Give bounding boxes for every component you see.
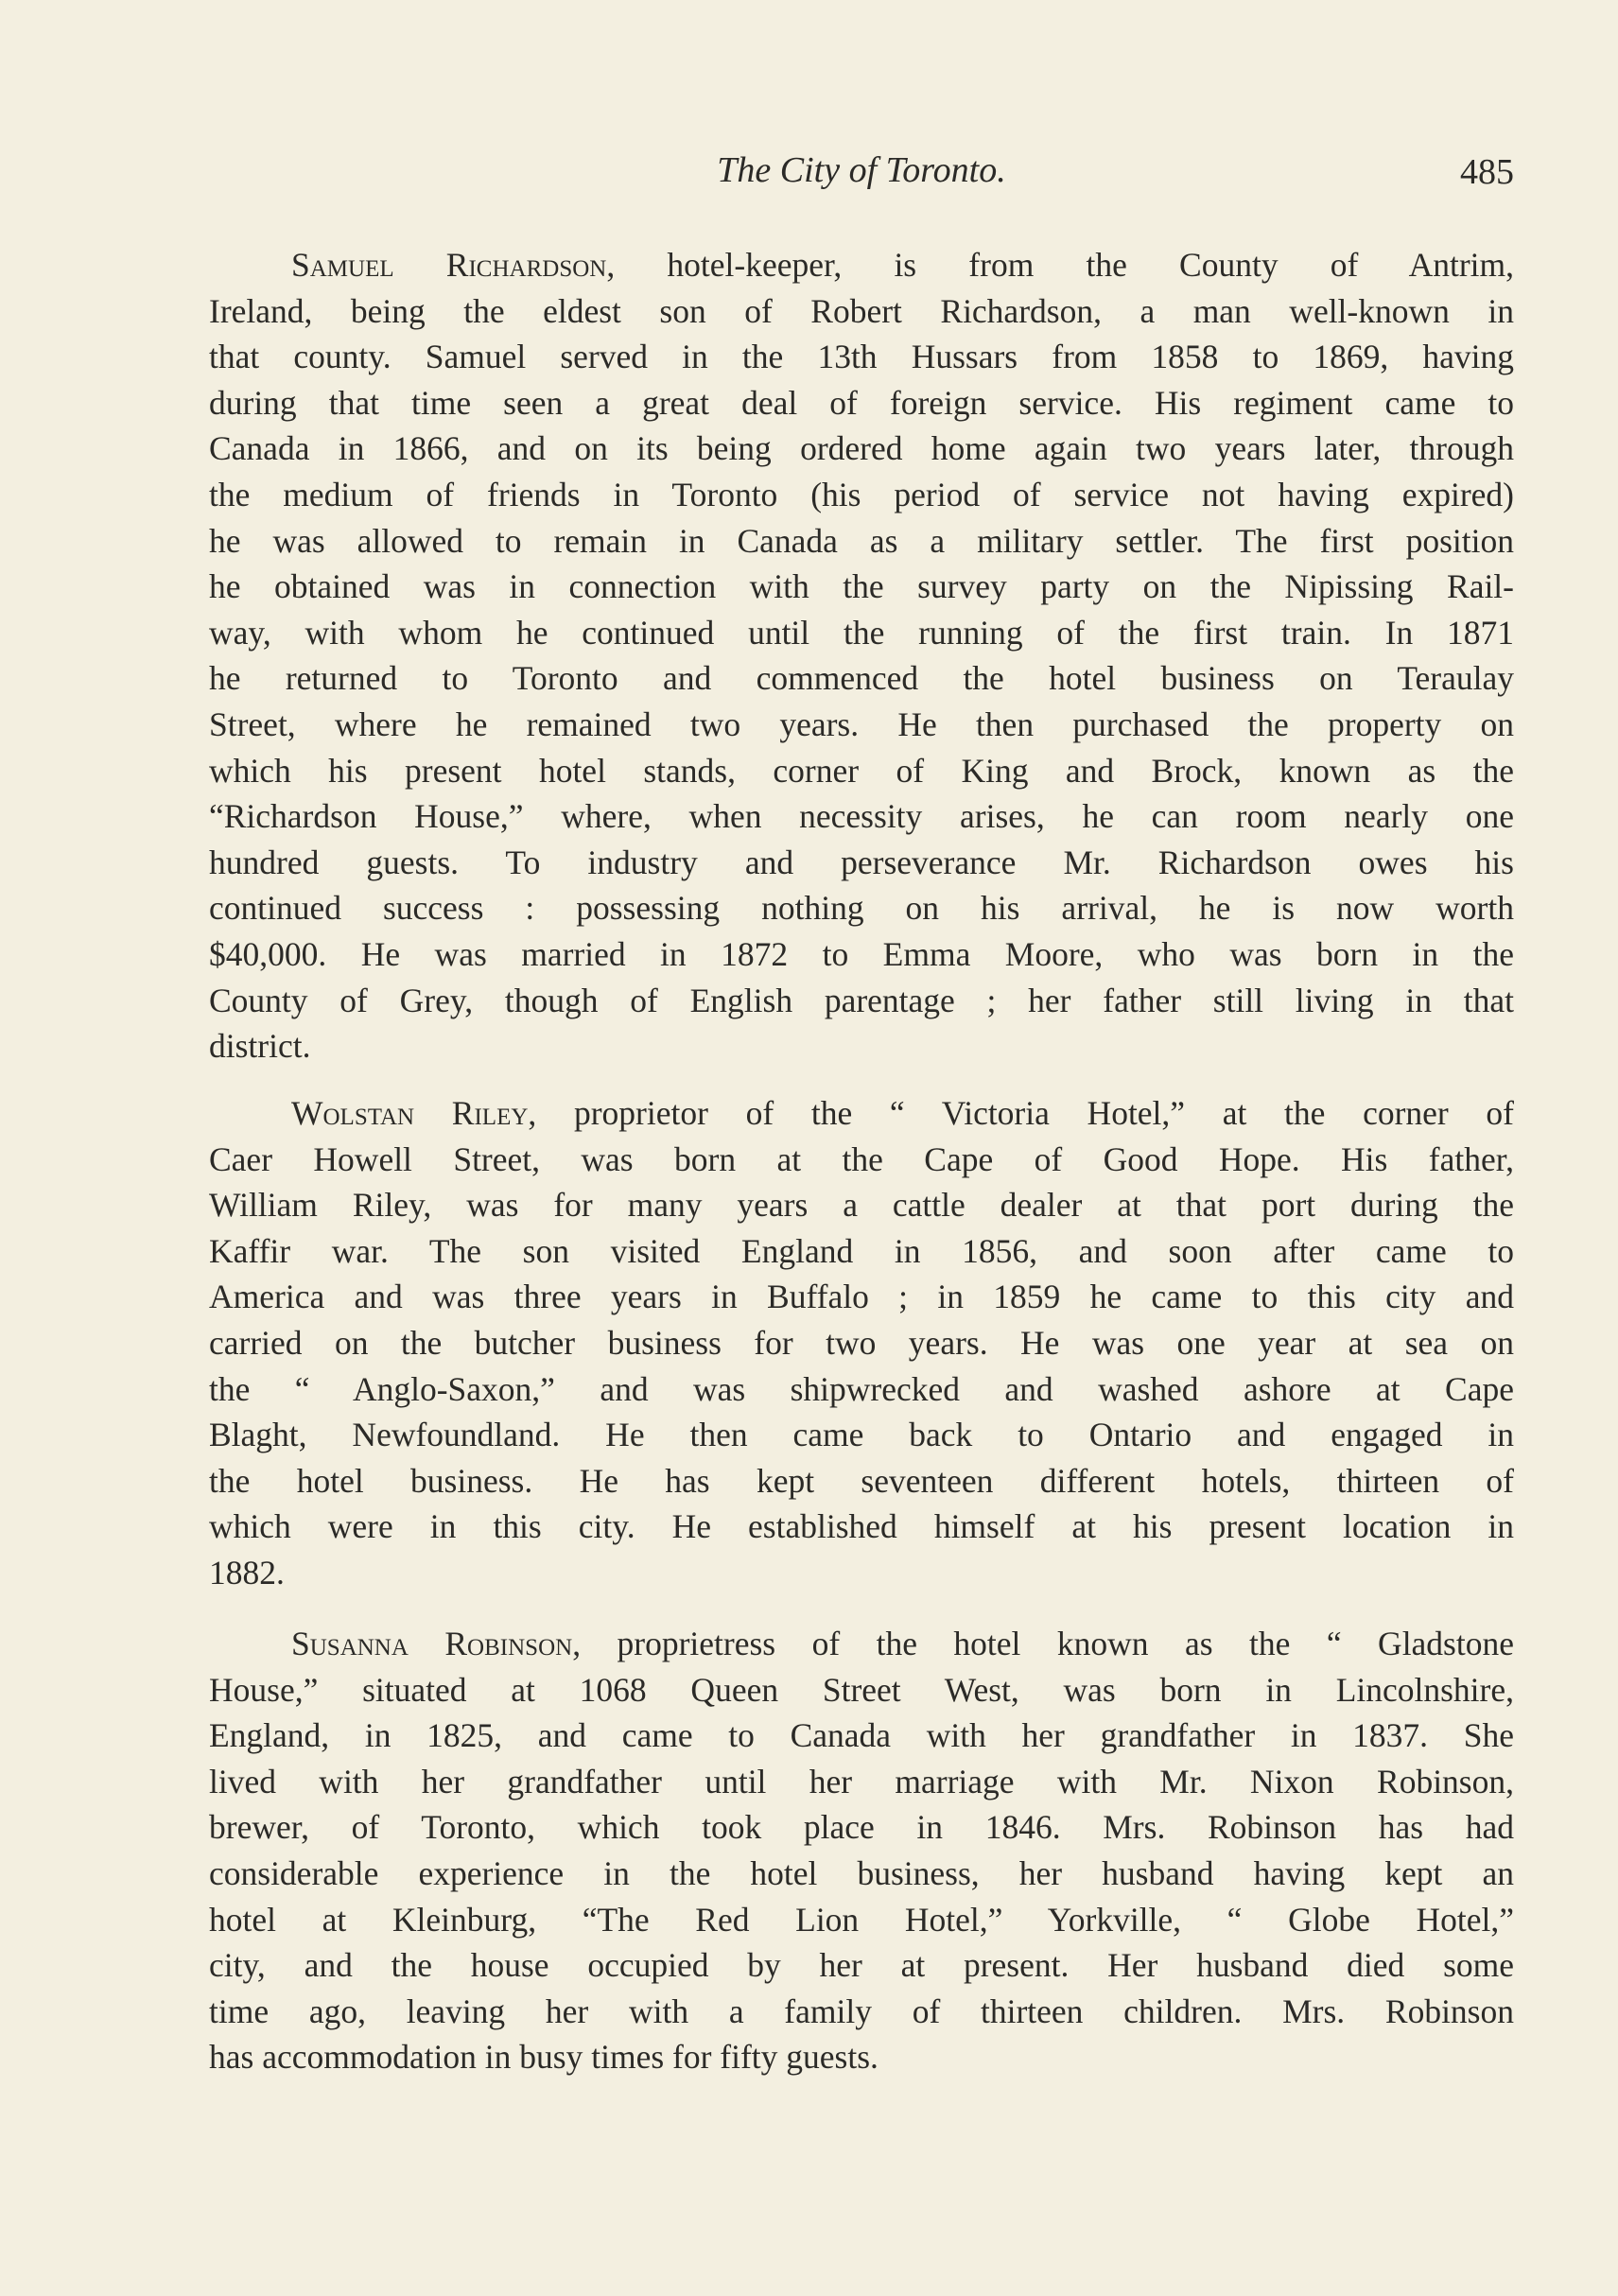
text-line	[209, 1804, 1514, 1851]
line-text: America and was three years in Buffalo ; in 1859 he came to this city and	[209, 1278, 1514, 1316]
text-line	[209, 1182, 1514, 1228]
text-line	[209, 1320, 1514, 1366]
text-line	[209, 1897, 1514, 1943]
line-text: , proprietor of the “ Victoria Hotel,” at the corner of	[528, 1094, 1515, 1132]
line-text: has accommodation in busy times for fifty guests.	[209, 2038, 879, 2077]
line-text: time ago, leaving her with a family of thirteen children. Mrs. Robinson	[209, 1992, 1514, 2030]
line-text: the “ Anglo-Saxon,” and was shipwrecked and washed ashore at Cape	[209, 1369, 1514, 1408]
line-text: Caer Howell Street, was born at the Cape of Good Hope. His father,	[209, 1139, 1514, 1178]
line-text: lived with her grandfather until her marriage with Mr. Nixon Robinson,	[209, 1762, 1514, 1800]
text-line	[209, 1759, 1514, 1805]
text-line	[209, 1621, 1514, 1667]
line-text: that county. Samuel served in the 13th Hussars from 1858 to 1869, having	[209, 338, 1514, 376]
text-line	[209, 885, 1514, 931]
text-line	[209, 610, 1514, 656]
line-text: he was allowed to remain in Canada as a military settler. The first position	[209, 521, 1514, 560]
line-text: hotel at Kleinburg, “The Red Lion Hotel,” Yorkville, “ Globe Hotel,”	[209, 1900, 1514, 1939]
text-line	[209, 655, 1514, 702]
line-text: “Richardson House,” where, when necessity arises, he can room nearly one	[209, 797, 1514, 836]
paragraph-wolstan-riley	[209, 1090, 1514, 1596]
line-text: House,” situated at 1068 Queen Street West, was born in Lincolnshire,	[209, 1670, 1514, 1709]
line-text: hundred guests. To industry and perseverance Mr. Richardson owes his	[209, 843, 1514, 881]
line-text: 1882.	[209, 1553, 285, 1592]
running-header	[209, 142, 1514, 199]
line-text: continued success : possessing nothing on his arrival, he is now worth	[209, 889, 1514, 928]
line-text: , proprietress of the hotel known as the “ Gladstone	[572, 1625, 1514, 1662]
text-line	[209, 1090, 1514, 1137]
subject-name: Susanna Robinson	[291, 1625, 573, 1662]
text-line	[209, 426, 1514, 472]
text-line	[209, 1274, 1514, 1320]
line-text: which his present hotel stands, corner of King and Brock, known as the	[209, 751, 1514, 790]
text-line	[209, 1942, 1514, 1989]
line-text: brewer, of Toronto, which took place in 1846. Mrs. Robinson has had	[209, 1808, 1514, 1847]
text-line	[209, 1504, 1514, 1550]
line-text: which were in this city. He established himself at his present location in	[209, 1507, 1514, 1546]
text-line	[209, 978, 1514, 1024]
text-line	[209, 748, 1514, 794]
line-text: County of Grey, though of English parentage ; her father still living in that	[209, 981, 1514, 1019]
text-line	[209, 1851, 1514, 1897]
line-text: during that time seen a great deal of foreign service. His regiment came to	[209, 383, 1514, 422]
text-line	[209, 1458, 1514, 1505]
line-text: he obtained was in connection with the survey party on the Nipissing Rail-	[209, 567, 1514, 606]
line-text: Blaght, Newfoundland. He then came back to Ontario and engaged in	[209, 1416, 1514, 1454]
text-line	[209, 931, 1514, 978]
line-text: England, in 1825, and came to Canada with her grandfather in 1837. She	[209, 1716, 1514, 1755]
text-line	[209, 793, 1514, 840]
line-text: , hotel-keeper, is from the County of Antrim,	[606, 246, 1514, 284]
line-text: the medium of friends in Toronto (his period of service not having expired)	[209, 475, 1514, 513]
text-line	[209, 1713, 1514, 1759]
text-line	[209, 1989, 1514, 2035]
line-text: William Riley, was for many years a cattle dealer at that port during the	[209, 1186, 1514, 1225]
line-text: city, and the house occupied by her at present. Her husband died some	[209, 1946, 1514, 1985]
text-line	[209, 242, 1514, 288]
paragraph-susanna-robinson	[209, 1621, 1514, 2080]
line-text: considerable experience in the hotel business, her husband having kept an	[209, 1853, 1514, 1892]
running-title: The City of Toronto.	[717, 150, 1006, 190]
line-text: district.	[209, 1027, 311, 1066]
line-text: the hotel business. He has kept seventeen different hotels, thirteen of	[209, 1461, 1514, 1500]
text-line	[209, 840, 1514, 886]
text-line	[209, 1228, 1514, 1275]
text-line	[209, 1137, 1514, 1183]
line-text: Ireland, being the eldest son of Robert Richardson, a man well-known in	[209, 291, 1514, 330]
line-text: Street, where he remained two years. He then purchased the property on	[209, 704, 1514, 743]
text-line	[209, 518, 1514, 565]
text-line	[209, 1550, 1514, 1596]
text-line	[209, 1023, 1514, 1070]
text-line	[209, 472, 1514, 518]
page-number: 485	[1460, 152, 1514, 192]
text-line	[209, 2034, 1514, 2080]
line-text: Kaffir war. The son visited England in 1856, and soon after came to	[209, 1231, 1514, 1270]
subject-name: Samuel Richardson	[291, 246, 607, 284]
text-line	[209, 1366, 1514, 1413]
line-text: $40,000. He was married in 1872 to Emma Moore, who was born in the	[209, 934, 1514, 973]
text-line	[209, 334, 1514, 380]
text-line	[209, 380, 1514, 426]
line-text: he returned to Toronto and commenced the hotel business on Teraulay	[209, 659, 1514, 698]
subject-name: Wolstan Riley	[291, 1094, 529, 1132]
line-text: Canada in 1866, and on its being ordered home again two years later, through	[209, 429, 1514, 468]
text-line	[209, 288, 1514, 335]
line-text: way, with whom he continued until the running of the first train. In 1871	[209, 613, 1514, 652]
text-line	[209, 702, 1514, 748]
paragraph-samuel-richardson	[209, 242, 1514, 1070]
text-line	[209, 1412, 1514, 1458]
text-line	[209, 564, 1514, 610]
text-line	[209, 1667, 1514, 1713]
line-text: carried on the butcher business for two years. He was one year at sea on	[209, 1323, 1514, 1362]
